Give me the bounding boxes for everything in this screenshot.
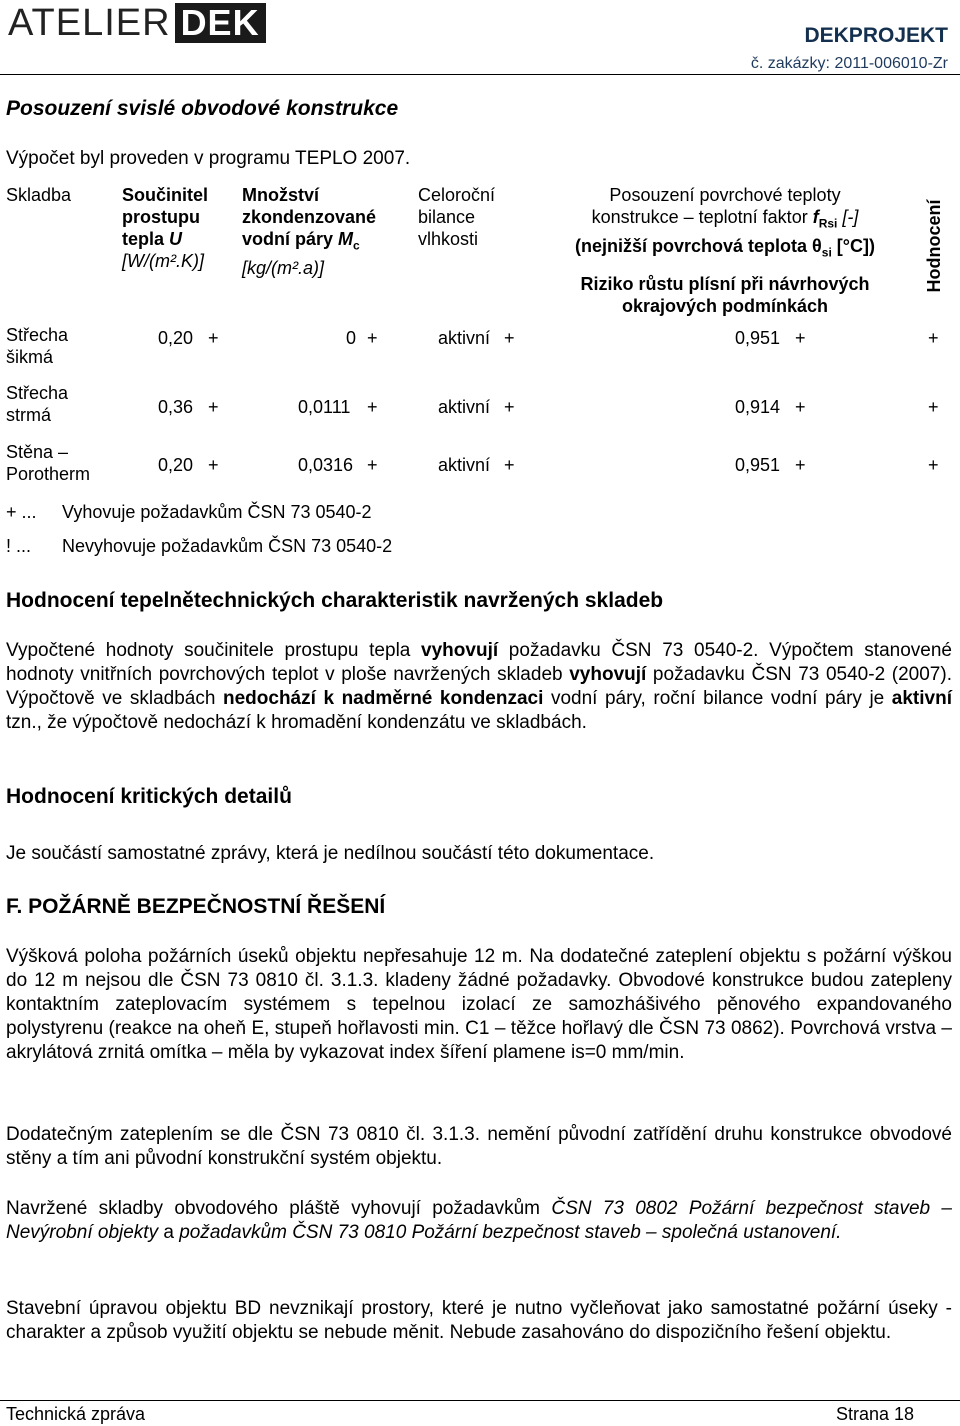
company-logo [8,4,266,42]
col-header-p-line3-end: [°C]) [831,235,875,256]
section-heading: F. POŽÁRNĚ BEZPEČNOSTNÍ ŘEŠENÍ [6,895,386,918]
col-header-m-line3 [242,228,376,257]
row-m-value: 0,0111 [298,397,351,417]
text-run: a [158,1222,180,1243]
text-run: Navržené skladby obvodového pláště vyhovují požadavkům [6,1198,552,1219]
col-header-p-line3 [540,235,910,264]
col-header-m [242,184,376,279]
col-header-m-sub: c [353,238,360,253]
row-name [6,382,68,426]
text-run-bold: vyhovují [421,640,499,661]
col-header-p-unit: [-] [842,207,859,227]
row-m-mark: + [367,397,378,417]
text-run-bold: aktivní [891,688,952,709]
col-header-bilance [418,184,495,250]
col-header-u-line3 [122,228,208,250]
col-header-p-line4: Riziko růstu plísní při návrhových [580,274,870,295]
col-header-posouzeni [540,184,910,317]
col-header-skladba-text: Skladba [6,185,72,205]
row-name-line1: Střecha [6,325,69,345]
row-u-mark: + [208,455,219,475]
row-bilance-mark: + [504,397,515,417]
row-bilance-value: aktivní [438,455,491,475]
section-title: Posouzení svislé obvodové konstrukce [6,97,399,120]
row-result: + [928,455,939,475]
legend-symbol: ! ... [6,536,32,556]
row-name [6,441,90,485]
section-heading: Hodnocení kritických detailů [6,785,292,808]
row-u-mark: + [208,328,219,348]
col-header-m-line1: Množství [242,185,320,205]
text-run: požadavku ČSN 73 0540-2. Výpočtem stanovené hodnoty vnitřních povrchových teplot v ploše navržených skladeb [6,640,952,685]
row-name-line2: strmá [6,405,51,425]
col-header-b-line1: Celoroční [418,185,496,205]
legend-item [6,501,372,523]
row-m-value: 0 [346,328,357,348]
critical-details-text: Je součástí samostatné zprávy, která je nedílnou součástí této dokumentace. [6,843,655,864]
col-header-p-line3-text: (nejnižší povrchová teplota θ [575,235,822,256]
col-header-b-line2: bilance [418,207,476,227]
row-bilance-value: aktivní [438,328,491,348]
footer-divider [0,1400,960,1401]
col-header-p-sub: Rsi [818,216,838,231]
row-name-line1: Střecha [6,383,69,403]
fire-safety-paragraph: Výšková poloha požárních úseků objektu nepřesahuje 12 m. Na dodatečné zateplení objektu s požární výškou do 12 m nejsou dle ČSN 73 0810 čl. 3.1.3. kladeny žádné požadavky. Obvodové konstrukce budou zatepleny kontaktním zateplovacím systémem s tepelnou izolací ze samozhášivého pěnového expandovaného polystyrenu (reakce na oheň E, stupeň hořlavosti min. C1 – těžce hořlavý dle ČSN 73 0862). Povrchová vrstva – akrylátová zrnitá omítka – měla by vykazovat index šíření plamene is=0 mm/min. [6,946,952,1063]
col-header-m-line3-text: vodní páry [242,229,334,249]
legend-symbol: + ... [6,502,37,522]
row-p-value: 0,951 [735,328,781,348]
row-p-value: 0,914 [735,397,781,417]
col-header-u-unit: [W/(m².K)] [122,251,204,271]
text-run: požadavku ČSN 73 0540-2 (2007). Výpočtově ve skladbách [6,664,952,709]
text-run-bold: nedochází k nadměrné kondenzaci [223,688,544,709]
row-bilance-mark: + [504,328,515,348]
col-header-m-line2: zkondenzované [242,207,377,227]
legend-item [6,535,392,557]
col-header-p-line2 [540,206,910,235]
row-name-line2: šikmá [6,347,54,367]
fire-safety-paragraph: Dodatečným zateplením se dle ČSN 73 0810 čl. 3.1.3. nemění původní zatřídění druhu konstrukce obvodové stěny a tím ani původní konstrukční systém objektu. [6,1124,952,1169]
text-run: vodní páry, roční bilance vodní páry je [543,688,892,709]
row-bilance-value: aktivní [438,397,491,417]
row-name-line1: Stěna – [6,442,69,462]
col-header-b-line3: vlhkosti [418,229,479,249]
col-header-p-line2-text: konstrukce – teplotní faktor [591,207,808,227]
row-p-value: 0,951 [735,455,781,475]
row-m-mark: + [367,328,378,348]
col-header-p-symbol: f [812,207,819,227]
col-header-u-symbol: U [169,229,183,249]
col-header-u-line2: prostupu [122,207,200,227]
row-result: + [928,328,939,348]
row-p-mark: + [795,397,806,417]
intro-text: Výpočet byl proveden v programu TEPLO 2007. [6,148,411,169]
col-header-skladba [6,184,71,206]
header-divider [0,74,960,75]
row-p-mark: + [795,455,806,475]
row-p-mark: + [795,328,806,348]
row-u-value: 0,20 [158,328,194,348]
logo-text-atelier: ATELIER [8,2,171,44]
legend-text: Vyhovuje požadavkům ČSN 73 0540-2 [62,502,372,522]
col-header-p-line1: Posouzení povrchové teploty [609,185,841,205]
row-u-value: 0,20 [158,455,194,475]
footer-document-name: Technická zpráva [6,1404,146,1424]
col-header-p-line5: okrajových podmínkách [621,296,829,317]
row-result: + [928,397,939,417]
col-header-u-line1: Součinitel [122,185,209,205]
evaluation-paragraph [6,639,952,735]
text-run: Vypočtené hodnoty součinitele prostupu tepla [6,640,422,661]
row-m-mark: + [367,455,378,475]
text-run-italic: ČSN 73 0802 Požární bezpečnost staveb – Nevýrobní objekty [6,1198,952,1243]
col-header-p-sub2: si [821,245,832,260]
header-order-number: č. zakázky: 2011-006010-Zr [750,55,948,72]
fire-safety-paragraph [6,1197,952,1245]
row-m-value: 0,0316 [298,455,354,475]
col-header-hodnoceni: Hodnocení [924,199,944,293]
col-header-m-symbol: M [338,229,354,249]
logo-text-dek: DEK [175,3,266,43]
fire-safety-paragraph: Stavební úpravou objektu BD nevznikají prostory, které je nutno vyčleňovat jako samostatné požární úseky - charakter a způsob využití objektu se nebude měnit. Nebude zasahováno do dispozičního řešení objektu. [6,1298,952,1343]
col-header-u [122,184,208,272]
row-u-value: 0,36 [158,397,194,417]
legend-text: Nevyhovuje požadavkům ČSN 73 0540-2 [62,536,393,556]
footer-page-number: Strana 18 [835,1404,914,1424]
text-run-bold: vyhovují [569,664,647,685]
section-heading: Hodnocení tepelnětechnických charakteristik navržených skladeb [6,589,664,612]
col-header-m-unit: [kg/(m².a)] [242,257,325,278]
text-run: tzn., že výpočtově nedochází k hromadění kondenzátu ve skladbách. [6,712,587,733]
header-company: DEKPROJEKT [804,24,948,47]
col-header-u-line3-text: tepla [122,229,165,249]
row-u-mark: + [208,397,219,417]
row-name [6,324,68,368]
row-bilance-mark: + [504,455,515,475]
row-name-line2: Porotherm [6,464,91,484]
text-run-italic: požadavkům ČSN 73 0810 Požární bezpečnost staveb – společná ustanovení. [179,1222,842,1243]
